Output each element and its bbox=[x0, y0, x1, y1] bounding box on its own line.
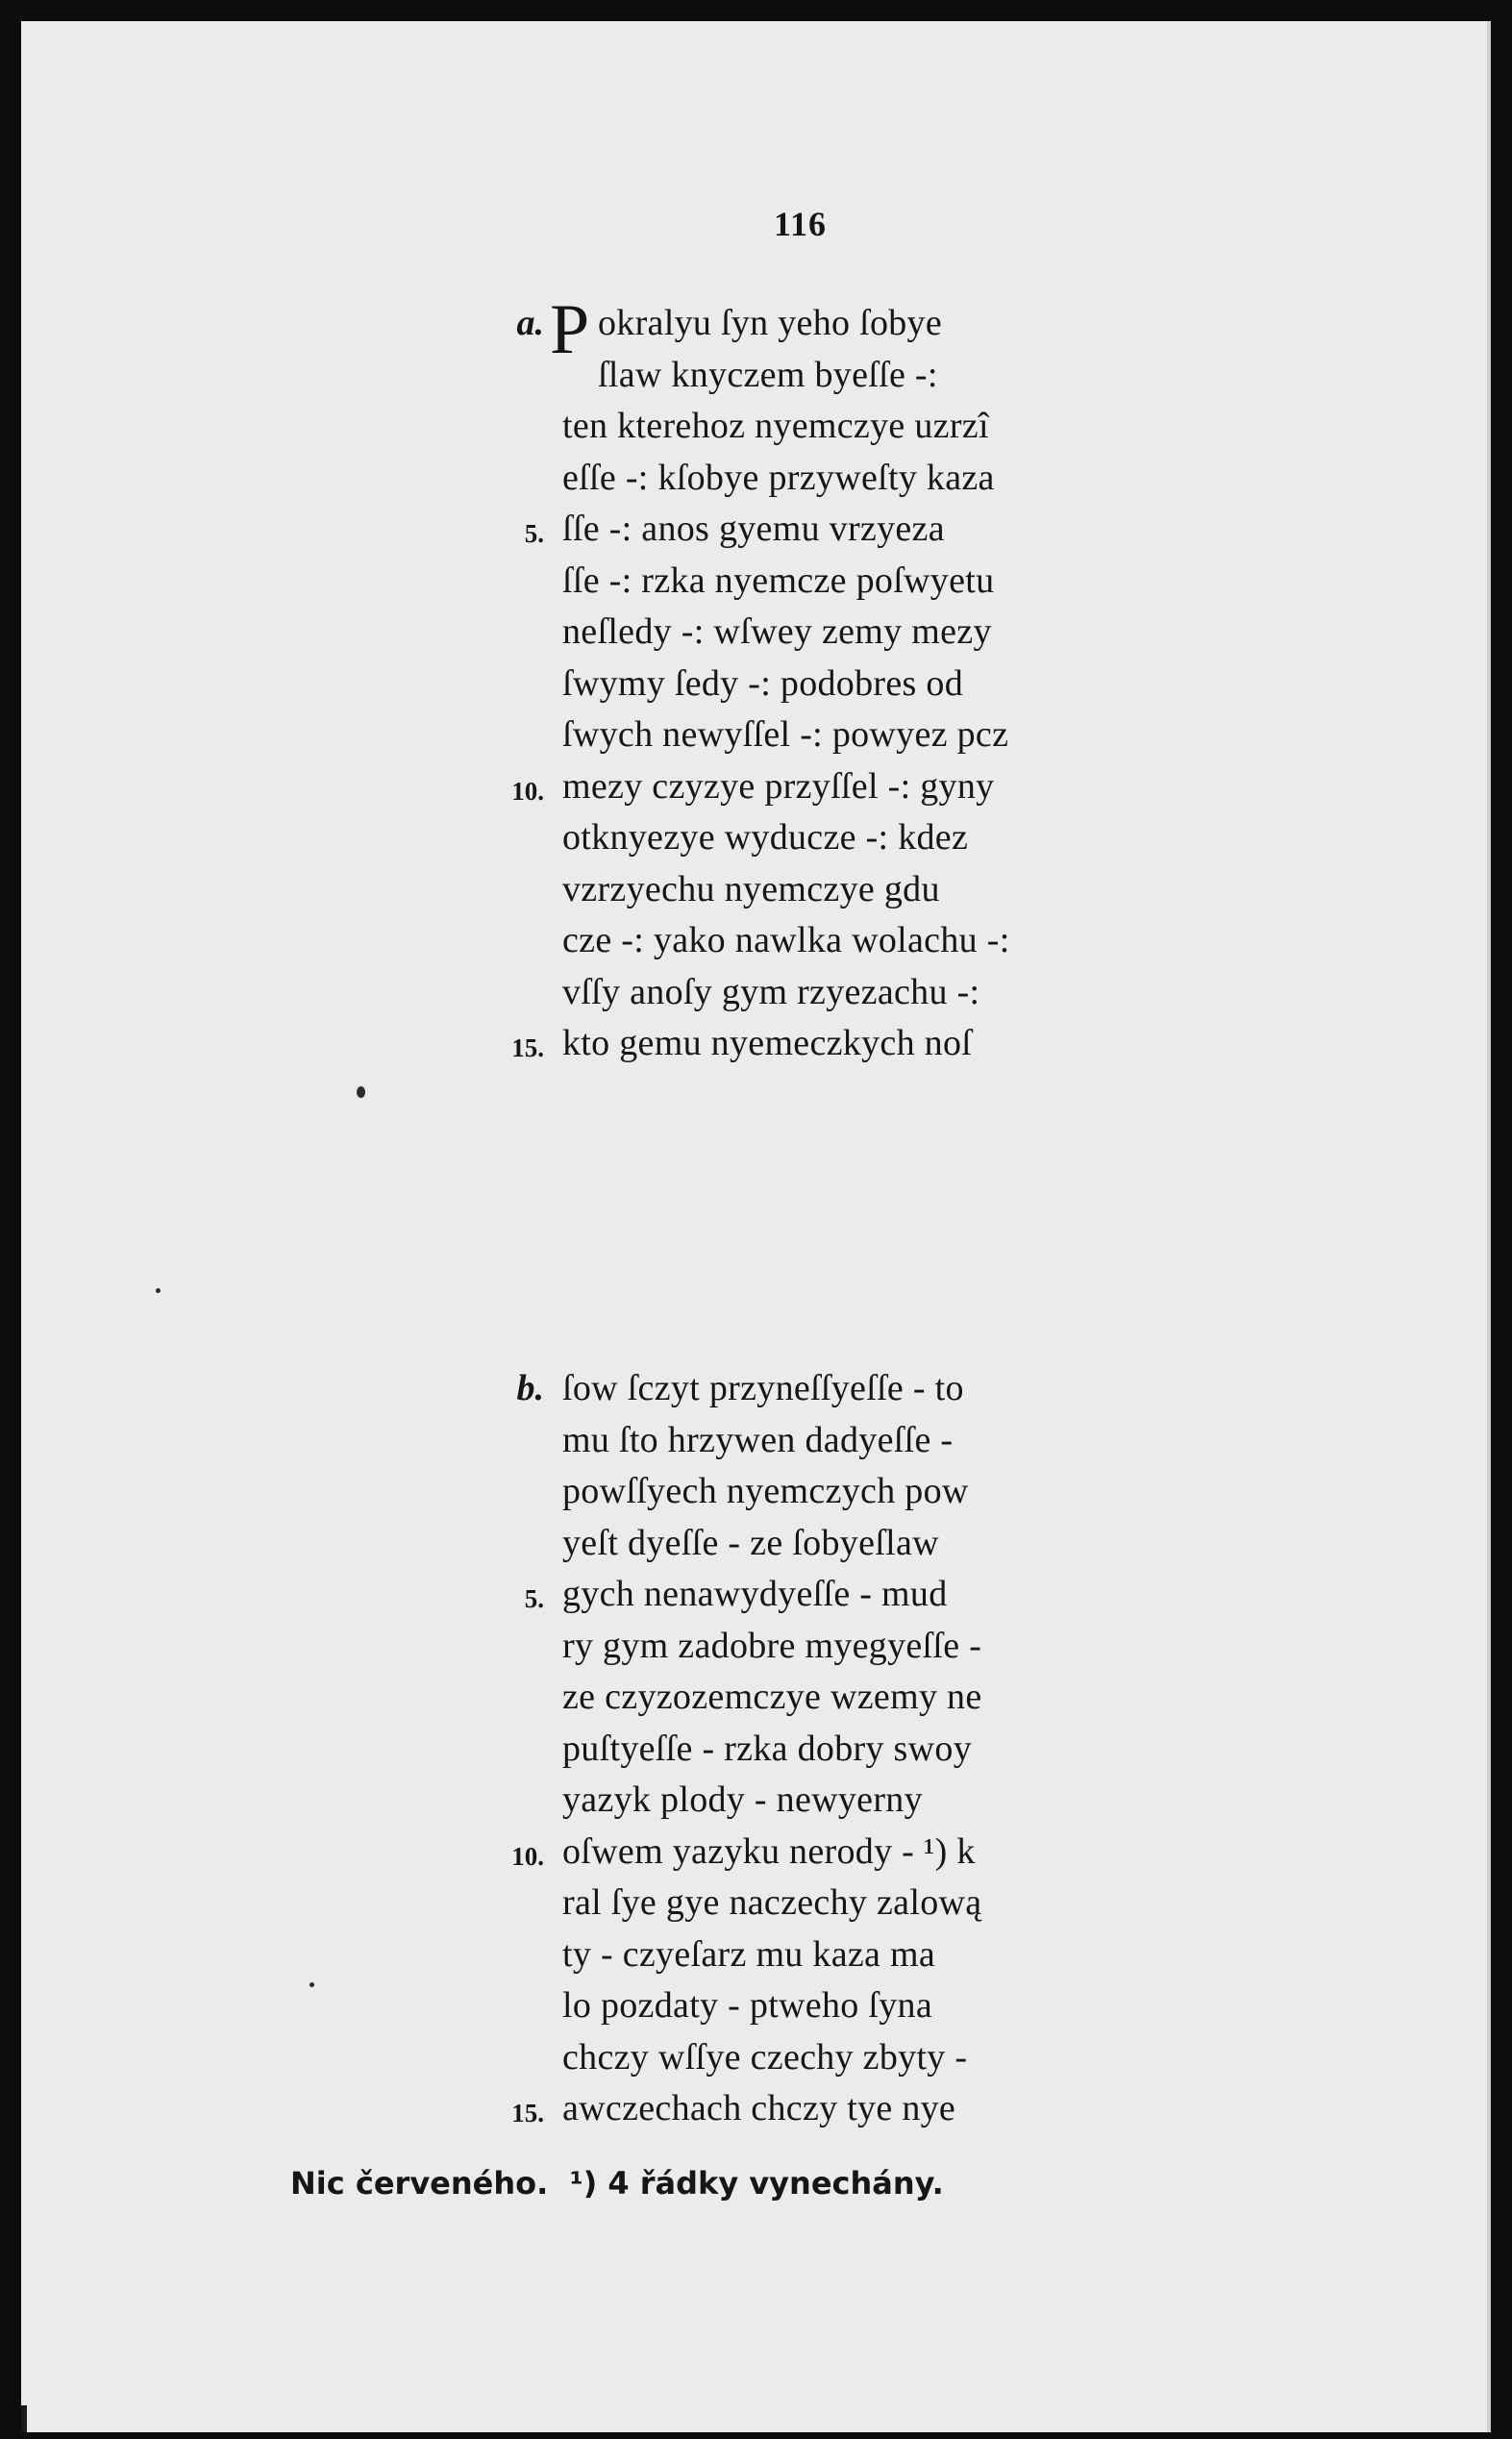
line-text: kto gemu nyemeczkych noſ bbox=[562, 1023, 973, 1063]
text-line bbox=[21, 816, 1487, 868]
line-text: ry gym zadobre myegyeſſe - bbox=[562, 1625, 982, 1666]
text-line bbox=[21, 1728, 1487, 1779]
text-line bbox=[21, 1367, 1487, 1419]
line-text: mu ſto hrzywen dadyeſſe - bbox=[562, 1419, 954, 1460]
initial-letter: P bbox=[550, 290, 590, 369]
line-number: 10. bbox=[511, 1841, 544, 1871]
line-number: 10. bbox=[511, 776, 544, 806]
line-text: awczechach chczy tye nye bbox=[562, 2088, 956, 2128]
line-text: ten kterehoz nyemczye uzrzî bbox=[562, 406, 989, 446]
edge-mark bbox=[21, 2405, 27, 2432]
line-text: vſſy anoſy gym rzyezachu -: bbox=[562, 971, 980, 1012]
line-number: 5. bbox=[524, 519, 544, 548]
text-line bbox=[21, 868, 1487, 920]
line-text: gych nenawydyeſſe - mud bbox=[562, 1574, 948, 1614]
text-line bbox=[21, 405, 1487, 457]
text-line bbox=[21, 2036, 1487, 2088]
scan-speck bbox=[357, 1086, 365, 1098]
line-text: ſow ſczyt przyneſſyeſſe - to bbox=[562, 1368, 964, 1408]
scan-speck bbox=[156, 1288, 161, 1293]
line-text: yazyk plody - newyerny bbox=[562, 1779, 923, 1820]
section-label: b. bbox=[516, 1368, 544, 1408]
text-line bbox=[21, 1022, 1487, 1074]
page-number: 116 bbox=[774, 205, 828, 243]
text-line bbox=[21, 662, 1487, 714]
line-text: ſwych newyſſel -: powyez pcz bbox=[562, 714, 1009, 755]
text-line bbox=[21, 1573, 1487, 1625]
line-number: 15. bbox=[511, 1033, 544, 1062]
line-number: 15. bbox=[511, 2099, 544, 2128]
text-line bbox=[21, 1470, 1487, 1522]
line-text: mezy czyzye przyſſel -: gyny bbox=[562, 765, 995, 807]
text-line bbox=[21, 457, 1487, 509]
line-text: powſſyech nyemczych pow bbox=[562, 1471, 969, 1511]
text-line bbox=[21, 1676, 1487, 1728]
text-line bbox=[21, 1984, 1487, 2036]
text-line bbox=[21, 290, 1487, 369]
line-text: ſſe -: rzka nyemcze poſwyetu bbox=[562, 560, 995, 601]
text-line bbox=[21, 560, 1487, 611]
line-text: neſledy -: wſwey zemy mezy bbox=[562, 611, 992, 652]
text-line bbox=[21, 1933, 1487, 1985]
manuscript-page bbox=[21, 21, 1491, 2432]
footnote: Nic červeného. ¹) 4 řádky vynechány. bbox=[290, 2165, 944, 2202]
text-line bbox=[21, 2087, 1487, 2139]
line-text: ral ſye gye naczechy zalową bbox=[562, 1882, 982, 1923]
line-text: cze -: yako nawlka wolachu -: bbox=[562, 920, 1010, 960]
scan-speck bbox=[310, 1982, 314, 1987]
text-line bbox=[21, 1625, 1487, 1677]
line-text: ſſe -: anos gyemu vrzyeza bbox=[562, 509, 945, 549]
text-line bbox=[21, 1779, 1487, 1830]
line-text: ſlaw knyczem byeſſe -: bbox=[598, 354, 938, 395]
line-text: okralyu ſyn yeho ſobye bbox=[598, 303, 943, 343]
line-text: chczy wſſye czechy zbyty - bbox=[562, 2036, 968, 2078]
text-line bbox=[21, 1419, 1487, 1471]
text-line bbox=[21, 1522, 1487, 1574]
section-label: a. bbox=[516, 303, 544, 343]
line-text: yeſt dyeſſe - ze ſobyeſlaw bbox=[562, 1522, 939, 1563]
line-text: ſwymy ſedy -: podobres od bbox=[562, 662, 964, 704]
text-line bbox=[21, 1830, 1487, 1882]
text-line bbox=[21, 971, 1487, 1023]
text-line bbox=[21, 610, 1487, 662]
line-text: ty - czyeſarz mu kaza ma bbox=[562, 1933, 936, 1975]
text-line bbox=[21, 354, 1487, 406]
line-text: ze czyzozemczye wzemy ne bbox=[562, 1677, 982, 1717]
line-text: lo pozdaty - ptweho ſyna bbox=[562, 1985, 932, 2026]
line-text: otknyezye wyducze -: kdez bbox=[562, 817, 969, 858]
line-text: vzrzyechu nyemczye gdu bbox=[562, 868, 940, 909]
text-line bbox=[21, 1881, 1487, 1933]
text-line bbox=[21, 713, 1487, 765]
line-text: oſwem yazyku nerody - ¹) k bbox=[562, 1830, 976, 1872]
line-text: eſſe -: kſobye przyweſty kaza bbox=[562, 457, 995, 498]
text-line bbox=[21, 919, 1487, 971]
line-number: 5. bbox=[524, 1584, 544, 1613]
text-line bbox=[21, 765, 1487, 817]
text-line bbox=[21, 508, 1487, 560]
line-text: puſtyeſſe - rzka dobry swoy bbox=[562, 1728, 972, 1769]
